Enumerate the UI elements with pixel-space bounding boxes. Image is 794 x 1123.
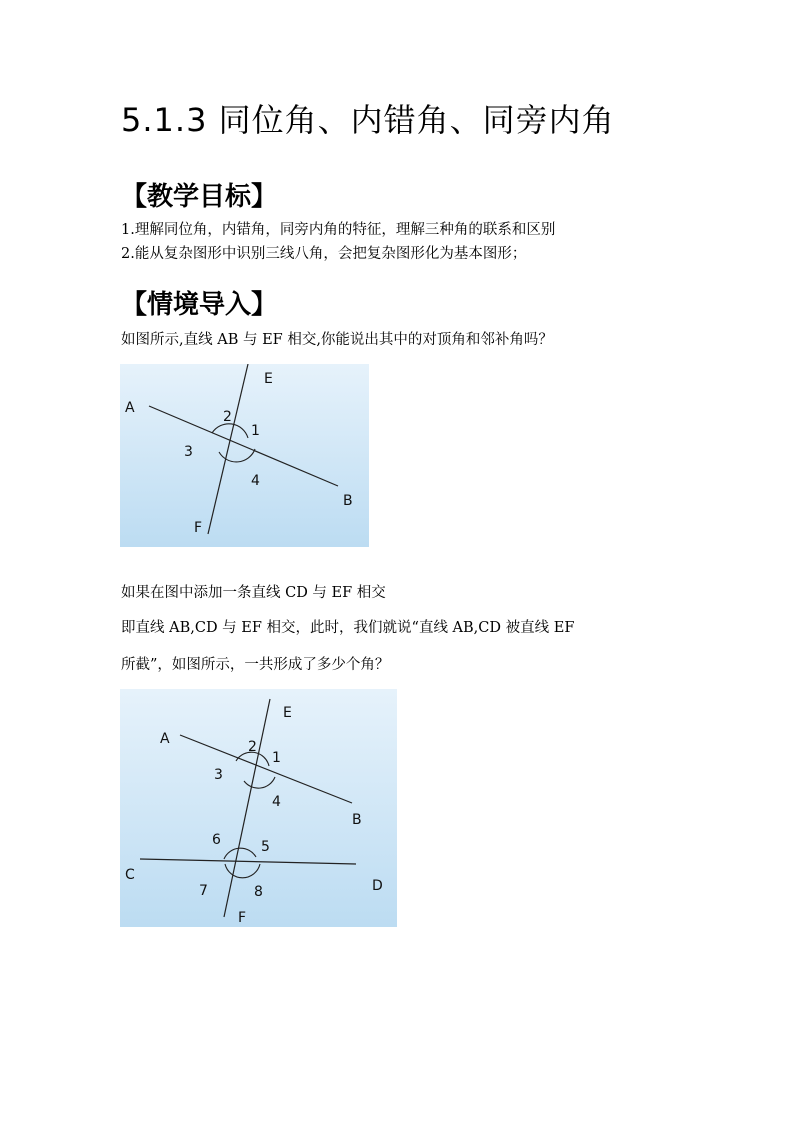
label-1: 1 <box>251 423 260 439</box>
paragraph-line-3: 所截”，如图所示，一共形成了多少个角？ <box>121 657 390 673</box>
paragraph-line-2: 即直线 AB,CD 与 EF 相交，此时，我们就说“直线 AB,CD 被直线 EF <box>121 620 575 636</box>
goal-item-2: 2.能从复杂图形中识别三线八角，会把复杂图形化为基本图形； <box>121 246 527 262</box>
label-b: B <box>352 812 362 828</box>
label-a: A <box>125 400 135 416</box>
label-e: E <box>264 371 273 387</box>
label-f: F <box>238 910 247 926</box>
paragraph-line-1: 如果在图中添加一条直线 CD 与 EF 相交 <box>121 585 386 601</box>
section-heading-goals: 【教学目标】 <box>121 182 278 212</box>
label-3: 3 <box>214 767 223 783</box>
page-title: 5.1.3 同位角、内错角、同旁内角 <box>121 101 615 139</box>
label-d: D <box>372 878 383 894</box>
figure-intersecting-lines <box>120 364 369 547</box>
label-c: C <box>125 867 135 883</box>
figure-three-lines-eight-angles <box>120 689 397 927</box>
label-3: 3 <box>184 444 193 460</box>
goal-item-1: 1.理解同位角，内错角，同旁内角的特征，理解三种角的联系和区别 <box>121 222 556 238</box>
label-7: 7 <box>199 883 208 899</box>
figure-background <box>120 364 369 547</box>
label-6: 6 <box>212 832 221 848</box>
label-8: 8 <box>254 884 263 900</box>
label-5: 5 <box>261 839 270 855</box>
label-2: 2 <box>223 409 232 425</box>
label-b: B <box>343 493 353 509</box>
label-1: 1 <box>272 750 281 766</box>
label-4: 4 <box>251 473 260 489</box>
label-a: A <box>160 731 170 747</box>
label-f: F <box>194 520 203 536</box>
label-e: E <box>283 705 292 721</box>
intro-question: 如图所示,直线 AB 与 EF 相交,你能说出其中的对顶角和邻补角吗？ <box>121 332 553 348</box>
label-4: 4 <box>272 794 281 810</box>
label-2: 2 <box>248 739 257 755</box>
section-heading-intro: 【情境导入】 <box>121 290 278 320</box>
